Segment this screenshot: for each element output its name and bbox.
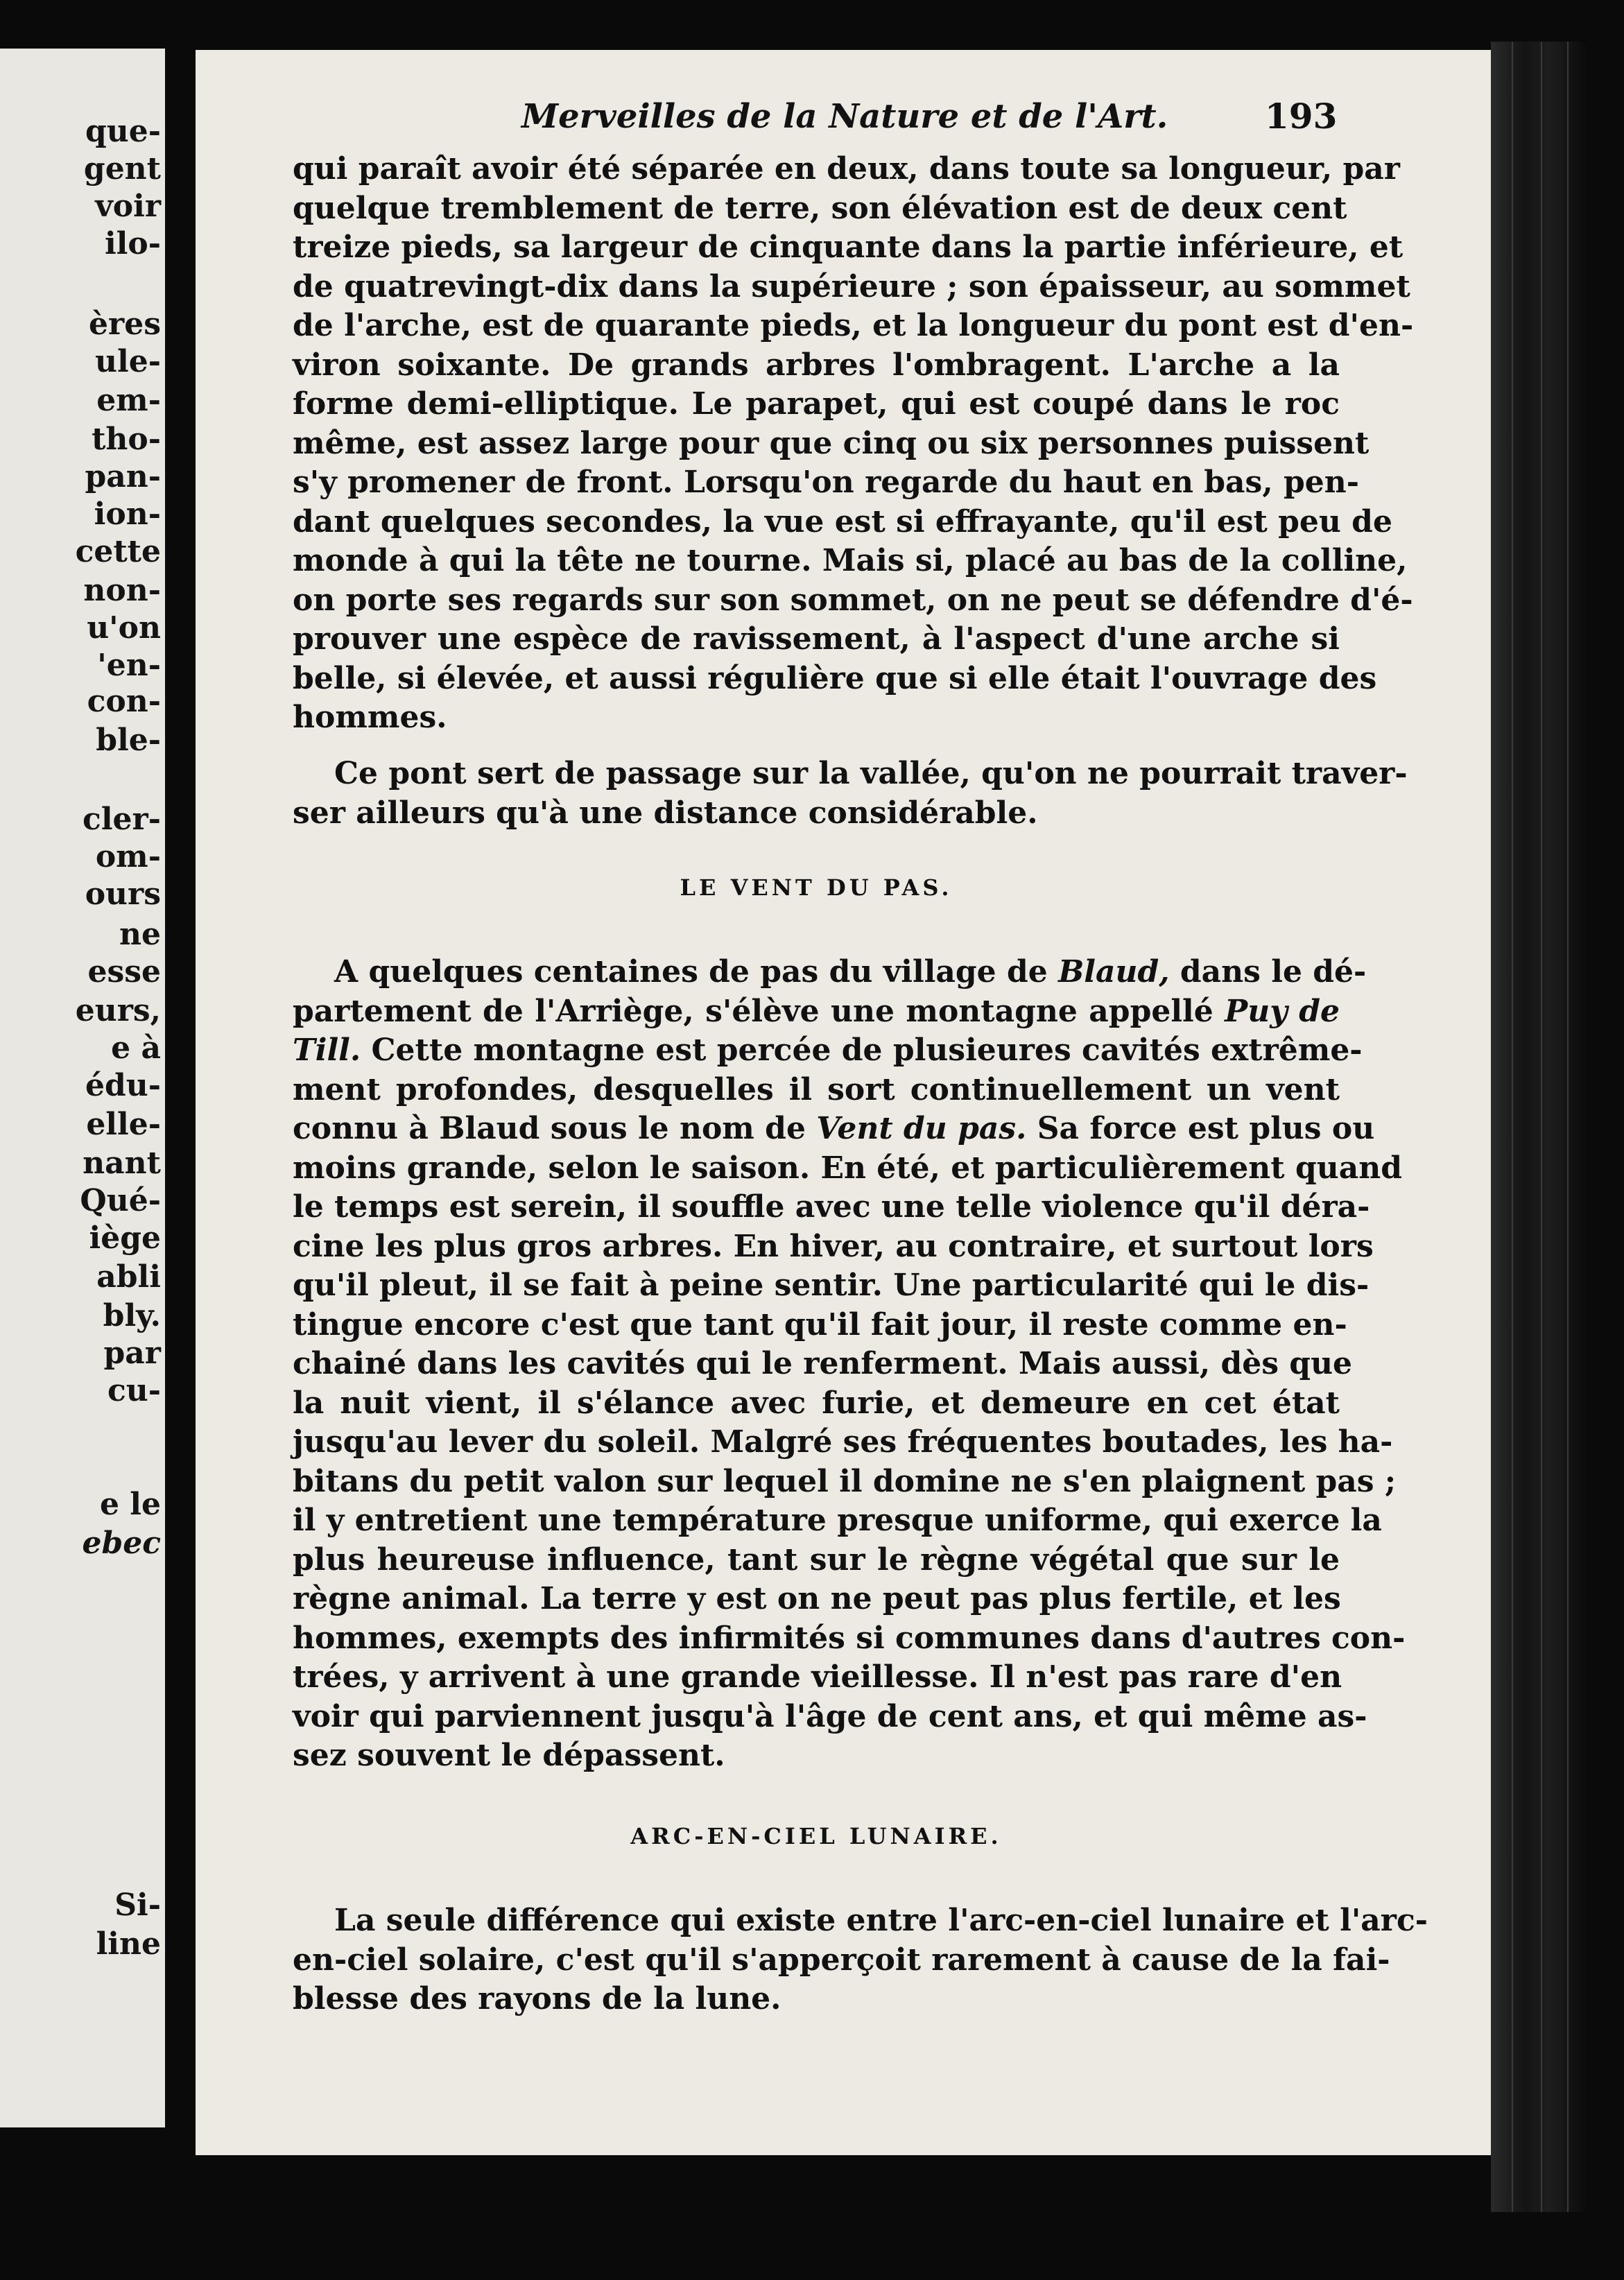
text-line: la nuit vient, il s'élance avec furie, et demeure en cet état (293, 1385, 1340, 1421)
section-heading: ARC-EN-CIEL LUNAIRE. (630, 1823, 1002, 1849)
text-line: s'y promener de front. Lorsqu'on regarde du haut en bas, pen- (293, 465, 1359, 500)
left-page-fragment: bly. (103, 1298, 161, 1333)
left-page-fragment: ères (89, 306, 161, 342)
left-page-fragment: voir (95, 189, 161, 224)
text-line: plus heureuse influence, tant sur le règne végétal que sur le (293, 1542, 1340, 1578)
text-line: chainé dans les cavités qui le renferment. Mais aussi, dès que (293, 1346, 1353, 1381)
text-line: quelque tremblement de terre, son élévation est de deux cent (293, 191, 1347, 226)
text-line: viron soixante. De grands arbres l'ombragent. L'arche a la (293, 347, 1340, 383)
text-line: le temps est serein, il souffle avec une telle violence qu'il déra- (293, 1189, 1370, 1225)
text-line: treize pieds, sa largeur de cinquante dans la partie inférieure, et (293, 230, 1403, 265)
left-page-fragment: line (96, 1926, 161, 1962)
text-line: de quatrevingt-dix dans la supérieure ; son épaisseur, au sommet (293, 269, 1410, 304)
left-page-fragment: ble- (96, 723, 161, 758)
text-line: dant quelques secondes, la vue est si effrayante, qu'il est peu de (293, 504, 1392, 539)
text-line: blesse des rayons de la lune. (293, 1981, 781, 2016)
running-title: Merveilles de la Nature et de l'Art. (521, 97, 1168, 136)
left-page-fragment: 'en- (97, 648, 161, 683)
text-line: Ce pont sert de passage sur la vallée, qu'on ne pourrait traver- (334, 756, 1408, 791)
left-page-fragment: non- (83, 573, 161, 608)
text-line: de l'arche, est de quarante pieds, et la longueur du pont est d'en- (293, 308, 1414, 343)
left-page-fragment: par (103, 1336, 161, 1371)
left-page-fragment: em- (96, 383, 161, 418)
left-page-fragment: pan- (85, 459, 161, 494)
left-page-fragment: que- (85, 114, 161, 149)
left-page-fragment: esse (87, 954, 161, 990)
text-line: ment profondes, desquelles il sort continuellement un vent (293, 1072, 1340, 1107)
left-page-fragment: ne (119, 917, 161, 952)
left-page-fragment: cu- (107, 1373, 161, 1408)
text-line: belle, si élevée, et aussi régulière que si elle était l'ouvrage des (293, 661, 1377, 696)
text-line: il y entretient une température presque uniforme, qui exerce la (293, 1503, 1382, 1538)
book-page (196, 50, 1491, 2155)
left-page-fragment: elle- (86, 1107, 161, 1142)
text-line: moins grande, selon le saison. En été, et particulièrement quand (293, 1150, 1402, 1186)
left-page-fragment: con- (87, 684, 161, 719)
left-page-fragment: gent (83, 151, 161, 187)
text-line: partement de l'Arriège, s'élève une montagne appellé Puy de (293, 994, 1340, 1029)
left-page-edge (0, 49, 165, 2127)
page-number: 193 (1265, 96, 1338, 137)
text-line: tingue encore c'est que tant qu'il fait jour, il reste comme en- (293, 1307, 1347, 1342)
left-page-fragment: e le (99, 1487, 161, 1522)
left-page-fragment: ours (85, 876, 161, 912)
left-page-fragment: e à (111, 1030, 161, 1066)
text-line: cine les plus gros arbres. En hiver, au contraire, et surtout lors (293, 1229, 1374, 1264)
left-page-fragment: cette (75, 534, 161, 569)
left-page-fragment: iège (89, 1220, 161, 1256)
left-page-fragment: cler- (83, 802, 161, 837)
text-line: sez souvent le dépassent. (293, 1738, 725, 1773)
text-line: La seule différence qui existe entre l'arc-en-ciel lunaire et l'arc- (334, 1903, 1428, 1938)
left-page-fragment: abli (96, 1259, 161, 1295)
text-line: en-ciel solaire, c'est qu'il s'apperçoit rarement à cause de la fai- (293, 1942, 1390, 1978)
text-line: ser ailleurs qu'à une distance considérable. (293, 795, 1038, 831)
left-page-fragment: édu- (85, 1068, 161, 1103)
text-line: on porte ses regards sur son sommet, on ne peut se défendre d'é- (293, 582, 1413, 618)
left-page-fragment: ule- (95, 344, 161, 379)
text-line: monde à qui la tête ne tourne. Mais si, placé au bas de la colline, (293, 543, 1408, 578)
text-line: jusqu'au lever du soleil. Malgré ses fréquentes boutades, les ha- (293, 1424, 1393, 1460)
left-page-fragment: eurs, (75, 993, 161, 1028)
text-line: trées, y arrivent à une grande vieillesse. Il n'est pas rare d'en (293, 1659, 1342, 1695)
section-heading: LE VENT DU PAS. (680, 874, 953, 901)
left-page-fragment: Si- (114, 1888, 161, 1923)
left-page-fragment: ion- (94, 496, 161, 532)
left-page-fragment: tho- (92, 422, 161, 457)
left-page-fragment: nant (83, 1146, 161, 1181)
text-line: même, est assez large pour que cinq ou six personnes puissent (293, 426, 1370, 461)
text-line: Till. Cette montagne est percée de plusieures cavités extrême- (293, 1033, 1363, 1068)
text-line: A quelques centaines de pas du village de Blaud, dans le dé- (334, 954, 1367, 990)
text-line: connu à Blaud sous le nom de Vent du pas. Sa force est plus ou (293, 1111, 1375, 1146)
text-line: hommes. (293, 700, 447, 735)
text-line: bitans du petit valon sur lequel il domine ne s'en plaignent pas ; (293, 1464, 1397, 1499)
text-line: qu'il pleut, il se fait à peine sentir. Une particularité qui le dis- (293, 1268, 1370, 1303)
left-page-fragment: ebec (82, 1526, 161, 1561)
left-page-fragment: om- (95, 839, 161, 874)
left-page-fragment: ilo- (104, 226, 161, 261)
text-line: règne animal. La terre y est on ne peut pas plus fertile, et les (293, 1581, 1341, 1616)
text-line: qui paraît avoir été séparée en deux, dans toute sa longueur, par (293, 151, 1400, 187)
text-line: forme demi-elliptique. Le parapet, qui est coupé dans le roc (293, 386, 1340, 422)
left-page-fragment: Qué- (80, 1183, 161, 1218)
text-line: prouver une espèce de ravissement, à l'aspect d'une arche si (293, 621, 1340, 657)
book-spine-edge (1491, 42, 1588, 2212)
text-line: hommes, exempts des infirmités si communes dans d'autres con- (293, 1621, 1406, 1656)
left-page-fragment: u'on (87, 610, 161, 646)
text-line: voir qui parviennent jusqu'à l'âge de cent ans, et qui même as- (293, 1699, 1367, 1734)
